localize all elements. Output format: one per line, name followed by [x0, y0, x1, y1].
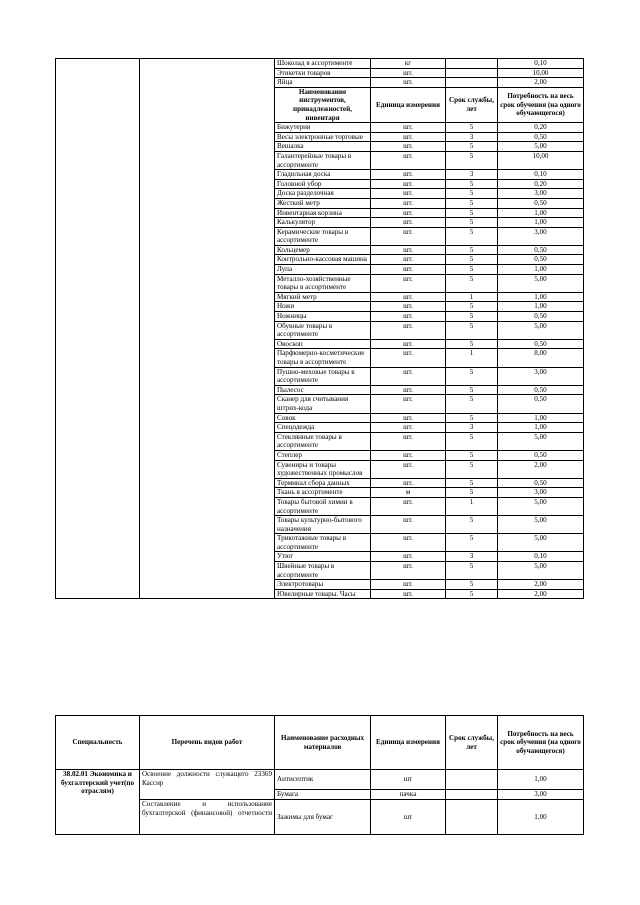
material-name: Зажимы для бумаг — [275, 800, 371, 835]
item-term: 5 — [446, 516, 498, 534]
item-need: 0,50 — [498, 385, 584, 395]
material-unit: пачка — [371, 790, 446, 800]
header-materials: Наименование расходных материалов — [275, 716, 371, 770]
header-unit: Единица измерения — [371, 716, 446, 770]
item-name: Совок — [275, 413, 371, 423]
item-term: 5 — [446, 265, 498, 275]
item-need: 0,20 — [498, 179, 584, 189]
item-unit: шт. — [371, 534, 446, 552]
table-row — [56, 59, 584, 69]
item-name: Керамические товары в ассортименте — [275, 227, 371, 245]
item-name: Контрольно-кассовая машина — [275, 255, 371, 265]
item-term: 5 — [446, 189, 498, 199]
item-unit: шт. — [371, 385, 446, 395]
item-term: 5 — [446, 432, 498, 450]
item-name: Утюг — [275, 552, 371, 562]
item-unit: шт. — [371, 516, 446, 534]
item-name: Инвентарная корзина — [275, 208, 371, 218]
item-need: 1,00 — [498, 218, 584, 228]
material-unit: шт — [371, 800, 446, 835]
item-need: 5,00 — [498, 516, 584, 534]
item-term: 5 — [446, 208, 498, 218]
item-unit: шт. — [371, 255, 446, 265]
item-name: Бижутерия — [275, 123, 371, 133]
inventory-table — [55, 58, 584, 599]
work-types-cell — [140, 59, 275, 599]
item-need: 3,00 — [498, 488, 584, 498]
item-need: 2,00 — [498, 580, 584, 590]
item-term: 5 — [446, 395, 498, 413]
item-need: 0,50 — [498, 478, 584, 488]
item-term: 5 — [446, 339, 498, 349]
item-unit: шт. — [371, 68, 446, 78]
item-need: 0,20 — [498, 123, 584, 133]
item-name: Яйца — [275, 78, 371, 88]
item-term: 1 — [446, 497, 498, 515]
material-need: 3,00 — [498, 790, 584, 800]
item-unit: шт. — [371, 151, 446, 169]
item-need: 3,00 — [498, 189, 584, 199]
item-need: 5,00 — [498, 562, 584, 580]
item-term: 1 — [446, 349, 498, 367]
item-need: 1,00 — [498, 265, 584, 275]
item-unit: шт. — [371, 123, 446, 133]
item-name: Ножницы — [275, 312, 371, 322]
item-name: Вешалка — [275, 142, 371, 152]
item-term: 5 — [446, 478, 498, 488]
item-term: 3 — [446, 170, 498, 180]
item-need: 5,00 — [498, 321, 584, 339]
item-need: 5,00 — [498, 497, 584, 515]
item-name: Товары бытовой химии в ассортименте — [275, 497, 371, 515]
item-term: 1 — [446, 292, 498, 302]
item-name: Швейные товары в ассортименте — [275, 562, 371, 580]
item-need: 5,00 — [498, 534, 584, 552]
item-term: 5 — [446, 255, 498, 265]
item-unit: шт. — [371, 274, 446, 292]
item-term: 5 — [446, 245, 498, 255]
item-name: Ткань в ассортименте — [275, 488, 371, 498]
item-name: Спецодежда — [275, 423, 371, 433]
item-need: 2,00 — [498, 460, 584, 478]
item-unit: шт. — [371, 78, 446, 88]
item-name: Этикетки товаров — [275, 68, 371, 78]
item-name: Галантерейные товары в ассортименте — [275, 151, 371, 169]
item-term: 5 — [446, 179, 498, 189]
item-need: 0,10 — [498, 552, 584, 562]
item-term: 5 — [446, 218, 498, 228]
item-unit: шт. — [371, 562, 446, 580]
item-need: 0,10 — [498, 170, 584, 180]
item-need: 1,00 — [498, 302, 584, 312]
item-term — [446, 78, 498, 88]
item-unit: шт. — [371, 170, 446, 180]
item-term: 5 — [446, 312, 498, 322]
item-name: Ножи — [275, 302, 371, 312]
item-term: 5 — [446, 142, 498, 152]
materials-table — [55, 715, 584, 835]
item-name: Товары культурно-бытового назначения — [275, 516, 371, 534]
item-name: Весы электронные торговые — [275, 132, 371, 142]
item-unit: шт. — [371, 208, 446, 218]
item-need: 0,50 — [498, 339, 584, 349]
material-need: 1,00 — [498, 800, 584, 835]
item-need: 10,00 — [498, 68, 584, 78]
work-type-cell: Составление и использование бухгалтерской (финансовой) отчетности — [140, 800, 275, 835]
item-unit: шт. — [371, 312, 446, 322]
item-name: Жесткий метр — [275, 198, 371, 208]
item-name: Головной убор — [275, 179, 371, 189]
item-term: 5 — [446, 123, 498, 133]
item-need: 5,00 — [498, 432, 584, 450]
materials-header-row — [56, 716, 584, 770]
item-term: 5 — [446, 385, 498, 395]
item-name: Степлер — [275, 450, 371, 460]
item-unit: шт. — [371, 552, 446, 562]
item-unit: шт. — [371, 198, 446, 208]
item-unit: шт. — [371, 265, 446, 275]
item-term: 5 — [446, 227, 498, 245]
material-name: Бумага — [275, 790, 371, 800]
item-unit: шт. — [371, 218, 446, 228]
item-term: 5 — [446, 562, 498, 580]
item-need: 3,00 — [498, 367, 584, 385]
item-unit: шт. — [371, 413, 446, 423]
material-term — [446, 800, 498, 835]
inventory-header-need: Потребность на весь срок обучения (на одного обучающегося) — [498, 87, 584, 122]
item-name: Калькулятор — [275, 218, 371, 228]
item-name: Овоскоп — [275, 339, 371, 349]
item-term: 5 — [446, 488, 498, 498]
item-term — [446, 68, 498, 78]
item-need: 0,50 — [498, 395, 584, 413]
table-row — [56, 770, 584, 790]
item-name: Сувениры и товары художественных промыслов — [275, 460, 371, 478]
item-need: 8,00 — [498, 349, 584, 367]
item-term: 5 — [446, 302, 498, 312]
item-unit: шт. — [371, 321, 446, 339]
item-name: Электротовары — [275, 580, 371, 590]
header-term: Срок службы, лет — [446, 716, 498, 770]
header-need: Потребность на весь срок обучения (на одного обучающегося) — [498, 716, 584, 770]
item-name: Лупа — [275, 265, 371, 275]
item-name: Металло-хозяйственные товары в ассортименте — [275, 274, 371, 292]
item-need: 1,00 — [498, 292, 584, 302]
item-term: 5 — [446, 534, 498, 552]
item-term: 3 — [446, 132, 498, 142]
item-unit: шт. — [371, 227, 446, 245]
item-unit: шт. — [371, 179, 446, 189]
item-unit: шт. — [371, 132, 446, 142]
item-need: 0,50 — [498, 312, 584, 322]
item-need: 0,50 — [498, 132, 584, 142]
item-name: Трикотажные товары в ассортименте — [275, 534, 371, 552]
item-name: Парфюмерно-косметические товары в ассортименте — [275, 349, 371, 367]
header-work-types: Перечень видов работ — [140, 716, 275, 770]
item-name: Пушно-меховые товары в ассортименте — [275, 367, 371, 385]
item-term: 5 — [446, 580, 498, 590]
item-term: 5 — [446, 460, 498, 478]
item-term: 5 — [446, 198, 498, 208]
item-need: 3,00 — [498, 227, 584, 245]
item-need: 1,00 — [498, 413, 584, 423]
material-name: Антисептик — [275, 770, 371, 790]
inventory-header-name: Наименование инструментов, принадлежностей, инвентаря — [275, 87, 371, 122]
item-unit: шт. — [371, 367, 446, 385]
item-name: Гладильная доска — [275, 170, 371, 180]
item-term: 3 — [446, 552, 498, 562]
item-term — [446, 59, 498, 69]
header-specialty: Специальность — [56, 716, 140, 770]
item-unit: шт. — [371, 450, 446, 460]
material-term — [446, 770, 498, 790]
item-term: 5 — [446, 321, 498, 339]
item-unit: шт. — [371, 245, 446, 255]
item-unit: шт. — [371, 292, 446, 302]
item-term: 5 — [446, 151, 498, 169]
item-name: Кольцемер — [275, 245, 371, 255]
specialty-cell: 38.02.01 Экономика и бухгалтерский учет(по отраслям) — [56, 770, 140, 835]
item-need: 0,50 — [498, 245, 584, 255]
item-unit: шт. — [371, 395, 446, 413]
item-need: 1,00 — [498, 423, 584, 433]
item-name: Обувные товары в ассортименте — [275, 321, 371, 339]
item-need: 2,00 — [498, 589, 584, 599]
item-name: Шоколад в ассортименте — [275, 59, 371, 69]
material-term — [446, 790, 498, 800]
item-term: 3 — [446, 423, 498, 433]
item-need: 5,00 — [498, 274, 584, 292]
item-unit: шт. — [371, 189, 446, 199]
item-name: Мягкий метр — [275, 292, 371, 302]
item-unit: шт. — [371, 349, 446, 367]
material-unit: шт — [371, 770, 446, 790]
item-need: 0,50 — [498, 450, 584, 460]
inventory-header-unit: Единица измерения — [371, 87, 446, 122]
item-unit: шт. — [371, 423, 446, 433]
item-term: 5 — [446, 413, 498, 423]
item-name: Доска разделочная — [275, 189, 371, 199]
item-unit: шт. — [371, 302, 446, 312]
item-need: 0,10 — [498, 59, 584, 69]
item-name: Ювелирные товары. Часы — [275, 589, 371, 599]
item-name: Стеклянные товары в ассортименте — [275, 432, 371, 450]
item-need: 5,00 — [498, 142, 584, 152]
item-unit: шт. — [371, 142, 446, 152]
item-unit: кг — [371, 59, 446, 69]
item-need: 0,50 — [498, 198, 584, 208]
item-term: 5 — [446, 589, 498, 599]
item-unit: шт. — [371, 497, 446, 515]
item-unit: шт. — [371, 460, 446, 478]
item-need: 1,00 — [498, 208, 584, 218]
item-term: 5 — [446, 367, 498, 385]
item-need: 0,50 — [498, 255, 584, 265]
inventory-header-term: Срок службы, лет — [446, 87, 498, 122]
item-unit: м — [371, 488, 446, 498]
item-term: 5 — [446, 274, 498, 292]
item-name: Терминал сбора данных — [275, 478, 371, 488]
item-term: 5 — [446, 450, 498, 460]
specialty-cell — [56, 59, 140, 599]
item-unit: шт. — [371, 589, 446, 599]
item-unit: шт. — [371, 478, 446, 488]
work-type-cell: Освоение должности служащего 23369 Кассир — [140, 770, 275, 800]
item-name: Пылесос — [275, 385, 371, 395]
item-need: 2,00 — [498, 78, 584, 88]
material-need: 1,00 — [498, 770, 584, 790]
item-unit: шт. — [371, 339, 446, 349]
item-unit: шт. — [371, 580, 446, 590]
item-unit: шт. — [371, 432, 446, 450]
item-name: Сканер для считывания штрих-кода — [275, 395, 371, 413]
item-need: 10,00 — [498, 151, 584, 169]
